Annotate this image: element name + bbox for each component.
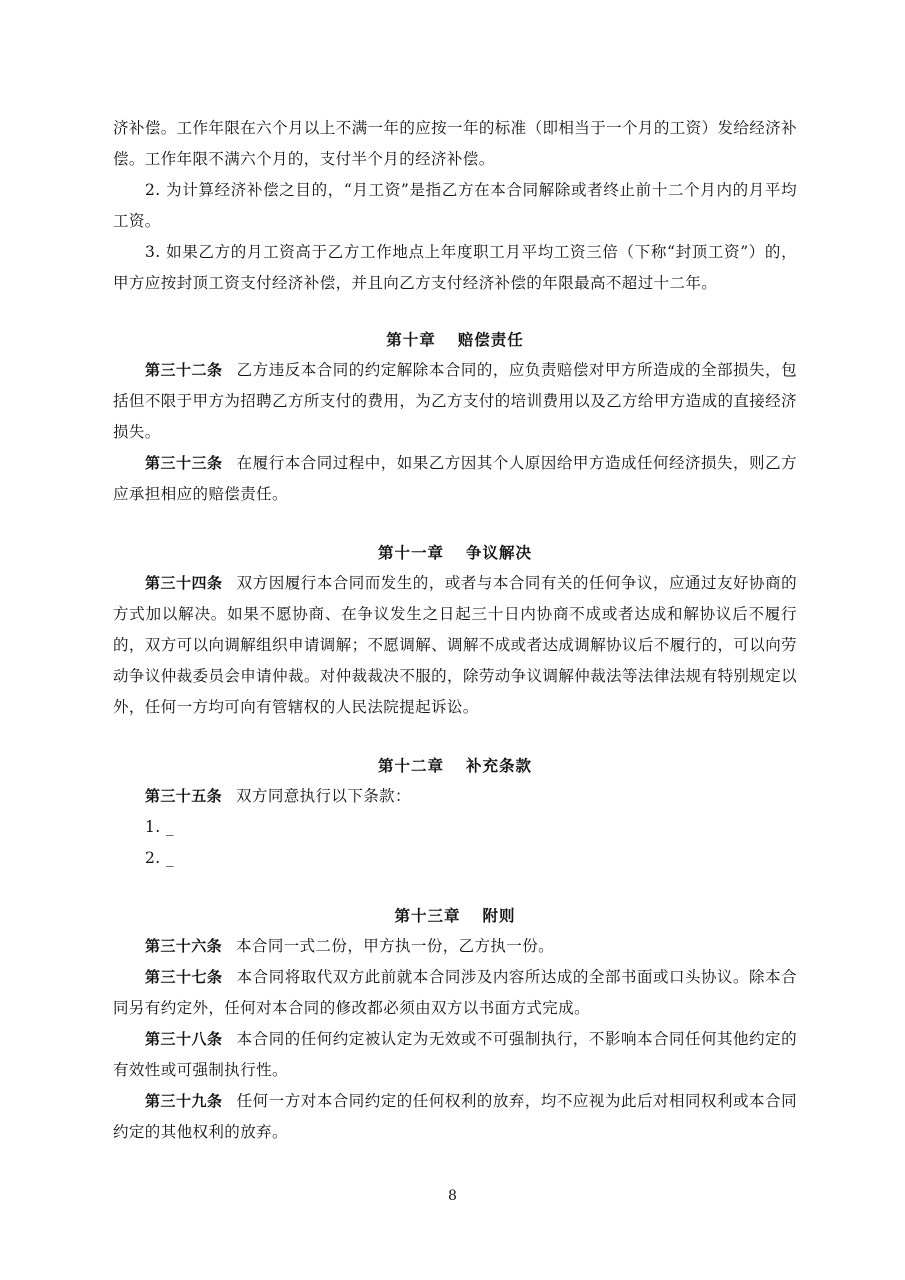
article-35-number: 第三十五条: [145, 787, 223, 805]
chapter-13-title: 附则: [482, 906, 516, 925]
article-38: [113, 1024, 797, 1086]
article-38-number: 第三十八条: [145, 1030, 223, 1048]
article-36-number: 第三十六条: [145, 937, 223, 955]
article-32: [113, 355, 797, 448]
article-37: [113, 962, 797, 1024]
chapter-11-heading: [113, 537, 797, 568]
chapter-10-title: 赔偿责任: [457, 330, 524, 349]
article-34: [113, 568, 797, 723]
chapter-12-number: 第十二章: [377, 756, 444, 775]
article-33: [113, 448, 797, 510]
article-39: [113, 1086, 797, 1148]
article-34-number: 第三十四条: [145, 574, 223, 592]
supplement-item-2: 2. _: [145, 849, 175, 867]
chapter-12: [113, 750, 797, 874]
article-35: [113, 781, 797, 812]
chapter-10-heading: [113, 324, 797, 355]
article-34-text: 双方因履行本合同而发生的，或者与本合同有关的任何争议，应通过友好协商的方式加以解决。如果不愿协商、在争议发生之日起三十日内协商不成或者达成和解协议后不履行的，双方可以向调解组织申请调解；不愿调解、调解不成或者达成调解协议后不履行的，可以向劳动争议仲裁委员会申请仲裁。对仲裁裁决不服的，除劳动争议调解仲裁法等法律法规有特别规定以外，任何一方均可向有管辖权的人民法院提起诉讼。: [113, 574, 797, 716]
chapter-11: [113, 537, 797, 723]
chapter-13-heading: [113, 900, 797, 931]
article-39-text: 任何一方对本合同约定的任何权利的放弃，均不应视为此后对相同权利或本合同约定的其他权利的放弃。: [113, 1092, 797, 1141]
chapter-13: [113, 900, 797, 1148]
article-32-text: 乙方违反本合同的约定解除本合同的，应负责赔偿对甲方所造成的全部损失，包括但不限于甲方为招聘乙方所支付的费用，为乙方支付的培训费用以及乙方给甲方造成的直接经济损失。: [113, 361, 797, 441]
article-37-text: 本合同将取代双方此前就本合同涉及内容所达成的全部书面或口头协议。除本合同另有约定外，任何对本合同的修改都必须由双方以书面方式完成。: [113, 968, 797, 1017]
intro-block: [113, 113, 797, 299]
chapter-11-title: 争议解决: [466, 543, 533, 562]
article-33-text: 在履行本合同过程中，如果乙方因其个人原因给甲方造成任何经济损失，则乙方应承担相应的赔偿责任。: [113, 454, 797, 503]
article-38-text: 本合同的任何约定被认定为无效或不可强制执行，不影响本合同任何其他约定的有效性或可强制执行性。: [113, 1030, 797, 1079]
intro-paragraph-2: 2. 为计算经济补偿之目的，“月工资”是指乙方在本合同解除或者终止前十二个月内的月平均工资。: [113, 181, 797, 230]
chapter-11-number: 第十一章: [377, 543, 444, 562]
chapter-10: [113, 324, 797, 510]
article-36: [113, 931, 797, 962]
supplement-item-1: 1. _: [145, 818, 175, 836]
article-36-text: 本合同一式二份，甲方执一份，乙方执一份。: [236, 937, 555, 955]
page-number: 8: [448, 1188, 457, 1204]
chapter-10-number: 第十章: [386, 330, 436, 349]
article-39-number: 第三十九条: [145, 1092, 223, 1110]
intro-paragraph-1: 济补偿。工作年限在六个月以上不满一年的应按一年的标准（即相当于一个月的工资）发给经济补偿。工作年限不满六个月的，支付半个月的经济补偿。: [113, 119, 797, 168]
article-37-number: 第三十七条: [145, 968, 223, 986]
article-35-text: 双方同意执行以下条款：: [236, 787, 411, 805]
chapter-12-heading: [113, 750, 797, 781]
intro-paragraph-3: 3. 如果乙方的月工资高于乙方工作地点上年度职工月平均工资三倍（下称“封顶工资”）的，甲方应按封顶工资支付经济补偿，并且向乙方支付经济补偿的年限最高不超过十二年。: [113, 243, 797, 292]
article-33-number: 第三十三条: [145, 454, 223, 472]
chapter-12-title: 补充条款: [466, 756, 533, 775]
article-32-number: 第三十二条: [145, 361, 223, 379]
chapter-13-number: 第十三章: [394, 906, 461, 925]
